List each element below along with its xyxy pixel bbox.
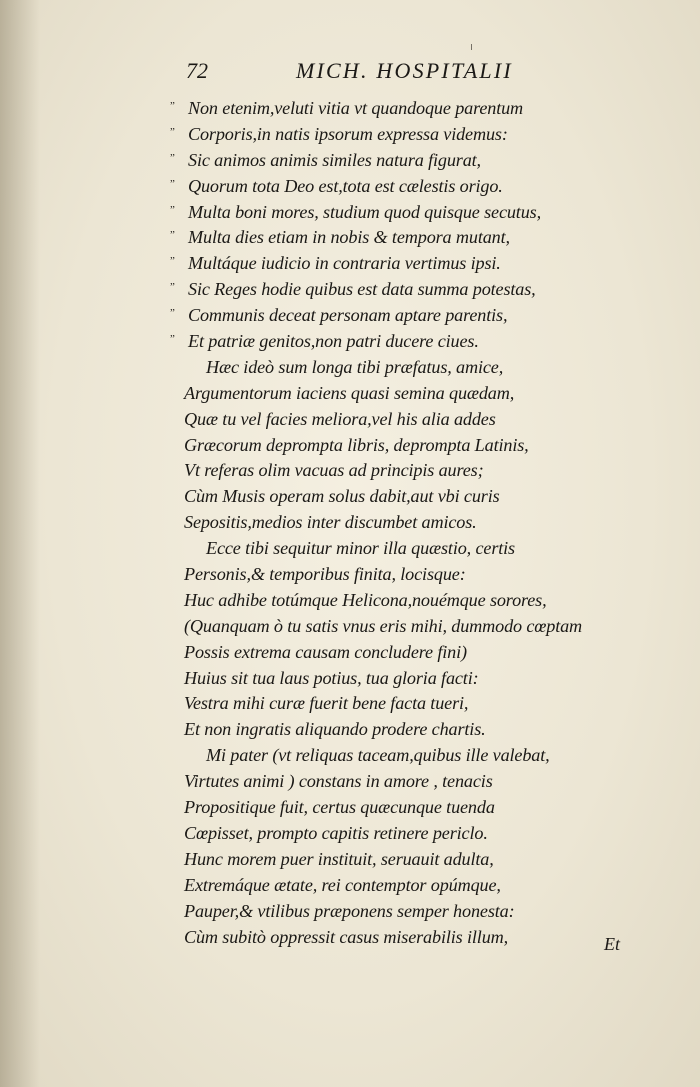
verse-text: Pauper,& vtilibus præponens semper honesta: (184, 900, 515, 921)
verse-line (170, 407, 640, 433)
verse-line (170, 96, 640, 122)
verse-text: Multáque iudicio in contraria vertimus ipsi. (188, 253, 501, 274)
verse-line (170, 717, 640, 743)
quotation-mark: ” (170, 203, 175, 216)
quotation-mark: ” (170, 307, 175, 320)
verse-text: Huius sit tua laus potius, tua gloria facti: (184, 667, 479, 688)
verse-text: Quorum tota Deo est,tota est cælestis origo. (188, 175, 503, 196)
verse-text: Vt referas olim vacuas ad principis aures; (184, 460, 484, 481)
verse-line (170, 303, 640, 329)
gutter-shadow (0, 0, 40, 1087)
verse-line (170, 873, 640, 899)
verse-text: Personis,& temporibus finita, locisque: (184, 564, 466, 585)
verse-line (170, 433, 640, 459)
verse-line (170, 821, 640, 847)
verse-text: Cœpisset, prompto capitis retinere periclo. (184, 822, 488, 843)
verse-text: Hunc morem puer instituit, seruauit adulta, (184, 848, 494, 869)
verse-line (170, 355, 640, 381)
verse-line (170, 769, 640, 795)
verse-line (170, 614, 640, 640)
verse-line (170, 277, 640, 303)
verse-line (170, 381, 640, 407)
verse-text: Quæ tu vel facies meliora,vel his alia addes (184, 408, 496, 429)
verse-line (170, 795, 640, 821)
verse-line (170, 666, 640, 692)
verse-text: Vestra mihi curæ fuerit bene facta tueri, (184, 693, 469, 714)
quotation-mark: ” (170, 255, 175, 268)
verse-line (170, 925, 640, 951)
verse-text: Multa dies etiam in nobis & tempora mutant, (188, 227, 510, 248)
quotation-mark: ” (170, 100, 175, 112)
verse-line (170, 148, 640, 174)
verse-text: Possis extrema causam concludere fini) (184, 641, 467, 662)
quotation-mark: ” (170, 177, 175, 190)
verse-text: Propositique fuit, certus quæcunque tuenda (184, 797, 495, 818)
quotation-mark: ” (170, 151, 175, 164)
verse-line (170, 510, 640, 536)
quotation-mark: ” (170, 281, 175, 294)
verse-line (170, 899, 640, 925)
verse-line (170, 562, 640, 588)
verse-line (170, 200, 640, 226)
verse-text: Huc adhibe totúmque Helicona,nouémque sorores, (184, 589, 547, 610)
verse-text: Hæc ideò sum longa tibi præfatus, amice, (206, 356, 504, 377)
verse-line (170, 588, 640, 614)
page-header (186, 58, 586, 92)
verse-line (170, 225, 640, 251)
verse-text: Corporis,in natis ipsorum expressa videmus: (188, 123, 508, 144)
page-number: 72 (186, 58, 208, 83)
verse-text: Extremáque ætate, rei contemptor opúmque, (184, 874, 501, 895)
verse-text: Et patriæ genitos,non patri ducere ciues. (188, 331, 479, 352)
quotation-mark: ” (170, 229, 175, 242)
verse-text: Ecce tibi sequitur minor illa quæstio, certis (206, 538, 515, 559)
catchword: Et (604, 934, 620, 954)
verse-text: Græcorum deprompta libris, deprompta Latinis, (184, 434, 529, 455)
poem-text (170, 96, 640, 950)
verse-text: Argumentorum iaciens quasi semina quædam, (184, 382, 515, 403)
verse-text: Cùm subitò oppressit casus miserabilis illum, (184, 926, 509, 947)
verse-line (170, 847, 640, 873)
verse-text: Virtutes animi ) constans in amore , tenacis (184, 771, 493, 792)
verse-line (170, 484, 640, 510)
verse-line (170, 640, 640, 666)
verse-line (170, 458, 640, 484)
verse-text: Sic Reges hodie quibus est data summa potestas, (188, 279, 536, 300)
verse-line (170, 174, 640, 200)
verse-line (170, 122, 640, 148)
verse-text: Non etenim,veluti vitia vt quandoque parentum (188, 98, 524, 118)
verse-text: Mi pater (vt reliquas taceam,quibus ille valebat, (206, 745, 550, 766)
verse-text: Et non ingratis aliquando prodere chartis. (184, 719, 486, 740)
verse-line (170, 691, 640, 717)
verse-text: (Quanquam ò tu satis vnus eris mihi, dummodo cœptam (184, 615, 583, 636)
verse-line (170, 251, 640, 277)
verse-line (170, 743, 640, 769)
printer-mark (471, 44, 472, 50)
verse-text: Sepositis,medios inter discumbet amicos. (184, 512, 477, 533)
quotation-mark: ” (170, 333, 175, 346)
quotation-mark: ” (170, 125, 175, 138)
verse-text: Communis deceat personam aptare parentis, (188, 305, 508, 326)
verse-text: Sic animos animis similes natura figurat, (188, 149, 481, 170)
verse-text: Cùm Musis operam solus dabit,aut vbi curis (184, 486, 500, 507)
running-title: MICH. HOSPITALII (296, 58, 513, 83)
verse-line (170, 329, 640, 355)
verse-text: Multa boni mores, studium quod quisque secutus, (188, 201, 541, 222)
verse-line (170, 536, 640, 562)
